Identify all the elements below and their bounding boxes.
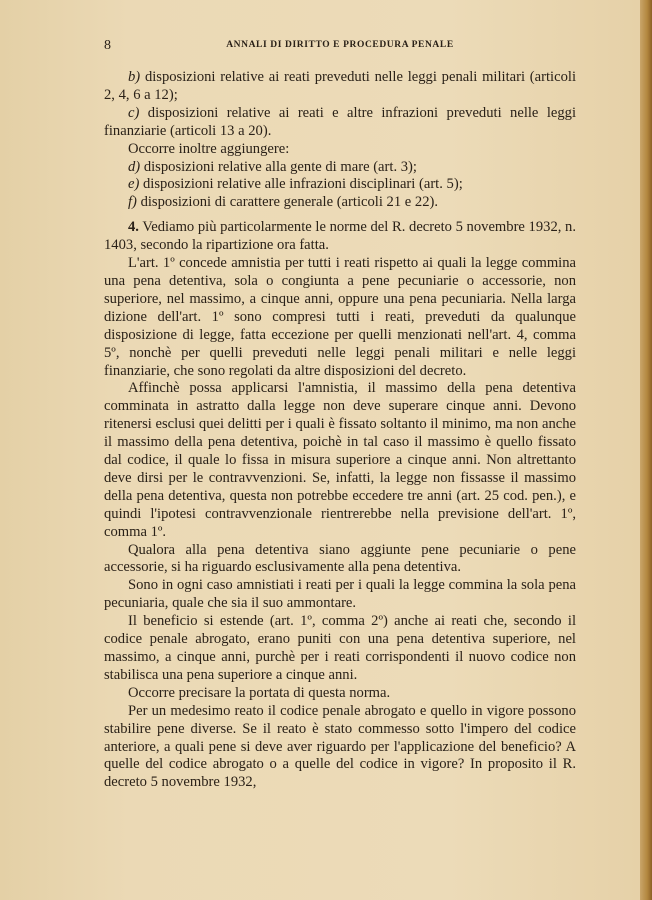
paragraph: L'art. 1º concede amnistia per tutti i reati rispetto ai quali la legge commina una pena detentiva, sola o congiunta a pene pecuniarie o accessorie, non superiore, nel massimo, a cinque anni, oppure una pena pecuniaria. Nella larga dizione dell'art. 1º sono compresi tutti i reati, preveduti da qualunque disposizione di legge, fatta eccezione per quelli menzionati nell'art. 4, comma 5º, nonchè per quelli preveduti nelle leggi penali militari e nelle leggi finanziarie, che sono regolati da altre disposizioni del decreto. [104,255,576,379]
section-number: 4. [128,219,139,236]
list-item-c: c) disposizioni relative ai reati e altre infrazioni preveduti nelle leggi finanziarie (articoli 13 a 20). [104,104,576,139]
running-title: ANNALI DI DIRITTO E PROCEDURA PENALE [226,40,454,50]
paragraph: Qualora alla pena detentiva siano aggiunte pene pecuniarie o pene accessorie, si ha riguardo esclusivamente alla pena detentiva. [104,541,576,576]
page-header [104,38,576,54]
list-item-e: e) disposizioni relative alle infrazioni disciplinari (art. 5); [128,176,463,193]
paragraph: Per un medesimo reato il codice penale abrogato e quello in vigore possono stabilire pene diverse. Se il reato è stato commesso sotto l'impero del codice anteriore, a quali pene si deve aver riguardo per l'applicazione del beneficio? A quelle del codice abrogato o a quelle del codice in vigore? In proposito il R. decreto 5 novembre 1932, [104,702,576,791]
page-edge [640,0,652,900]
page-number: 8 [104,38,111,53]
paragraph: Sono in ogni caso amnistiati i reati per i quali la legge commina la sola pena pecuniaria, quale che sia il suo ammontare. [104,577,576,612]
paragraph: Affinchè possa applicarsi l'amnistia, il massimo della pena detentiva comminata in astratto dalla legge non deve superare cinque anni. Devono ritenersi esclusi quei delitti per i quali è fissato soltanto il minimo, ma non anche il massimo della pena detentiva, poichè in tal caso il massimo è quello fissato dal codice, il quale lo fissa in misura superiore a cinque anni. Non altrettanto deve dirsi per le contravvenzioni. Se, infatti, la legge non fissasse il massimo della pena detentiva, questa non potrebbe eccedere tre anni (art. 25 cod. pen.), e quindi l'ipotesi contravvenzionale rientrerebbe nella previsione dell'art. 1º, comma 1º. [104,380,576,540]
list-item-d: d) disposizioni relative alla gente di mare (art. 3); [128,158,417,175]
list-item-f: f) disposizioni di carattere generale (articoli 21 e 22). [128,194,439,211]
page-body [104,69,576,792]
list-item-b: b) disposizioni relative ai reati preveduti nelle leggi penali militari (articoli 2, 4, 6 a 12); [104,69,576,103]
paragraph: Il beneficio si estende (art. 1º, comma 2º) anche ai reati che, secondo il codice penale abrogato, erano puniti con una pena detentiva superiore, nel massimo, a cinque anni, purchè per i reati corrispondenti il nuovo codice non stabilisca una pena superiore a cinque anni. [104,613,576,683]
paragraph: Occorre precisare la portata di questa norma. [128,684,391,701]
section-4-intro: 4. Vediamo più particolarmente le norme del R. decreto 5 novembre 1932, n. 1403, secondo la ripartizione ora fatta. [104,219,576,254]
occorre-line: Occorre inoltre aggiungere: [128,140,290,157]
